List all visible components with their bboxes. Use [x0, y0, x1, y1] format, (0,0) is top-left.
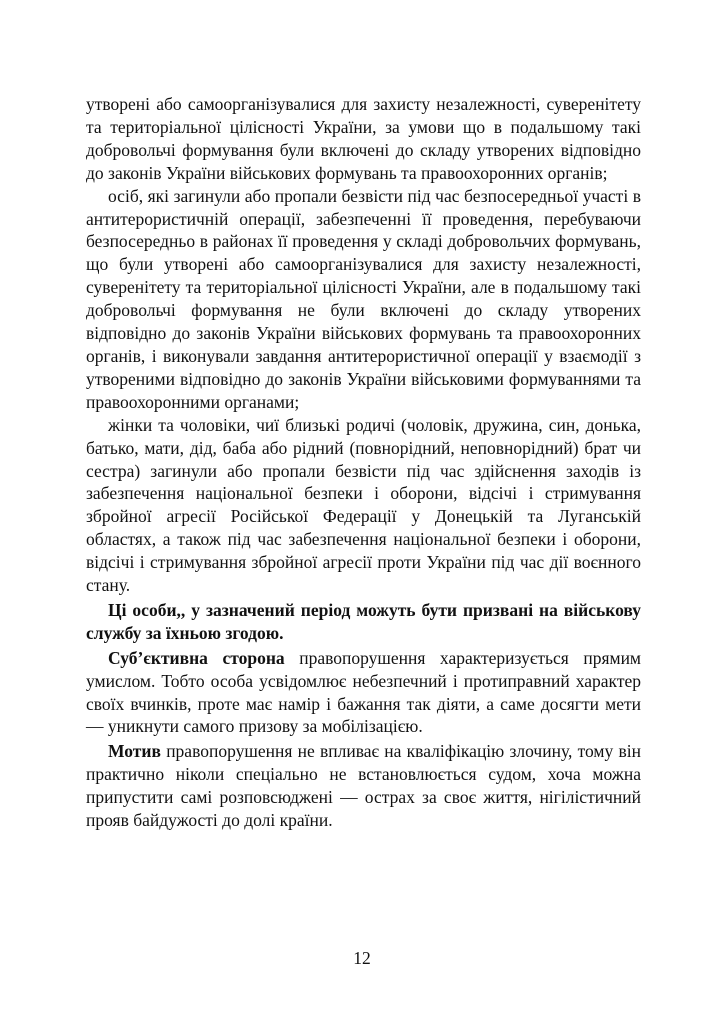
term-subjective-side: Суб’єктивна сторона [108, 647, 285, 668]
body-text [86, 93, 641, 832]
term-motive: Мотив [108, 741, 161, 762]
bold-statement: Ці особи,, у зазначений період можуть бути призвані на військову службу за їхньою згодою. [86, 599, 641, 643]
motive-text: правопорушення не впливає на кваліфікацію злочину, тому він практично ніколи спеціально не встановлюється судом, хоча можна припустити самі розповсюджені — острах за своє життя, нігілістичний прояв байдужості до долі країни. [86, 741, 641, 831]
paragraph-continuation: утворені або самоорганізувалися для захисту незалежності, суверенітету та територіальної цілісності України, за умови що в подальшому такі добровольчі формування були включені до складу утворених відповідно до законів України військових формувань та правоохоронних органів; [86, 94, 641, 183]
page-number: 12 [353, 948, 371, 968]
paragraph-missing-persons: осіб, які загинули або пропали безвісти під час безпосередньої участі в антитерористичній операції, забезпеченні її проведення, перебуваючи безпосередньо в районах її проведення у складі добровольчих формувань, що були утворені або самоорганізувалися для захисту незалежності, суверенітету та територіальної цілісності України, але в подальшому такі добровольчі формування не були включені до складу утворених відповідно до законів України військових формувань та правоохоронних органів, і виконували завдання антитерористичної операції у взаємодії з утвореними відповідно до законів України військовими формуваннями та правоохоронними органами; [86, 185, 641, 412]
paragraph-subjective-side [86, 647, 641, 739]
subjective-side-text: правопорушення характеризується прямим умислом. Тобто особа усвідомлює небезпечний і протиправний характер своїх вчинків, проте має намір і бажання так діяти, а саме досягти мети — уникнути самого призову за мобілізацією. [86, 647, 642, 737]
paragraph-conscription-consent [86, 599, 641, 645]
paragraph-motive [86, 740, 641, 832]
paragraph-relatives: жінки та чоловіки, чиї близькі родичі (чоловік, дружина, син, донька, батько, мати, дід, баба або рідний (повнорідний, неповнорідний) брат чи сестра) загинули або пропали безвісти під час здійснення заходів із забезпечення національної безпеки і оборони, відсічі і стримування збройної агресії Російської Федерації у Донецькій та Луганській областях, а також під час забезпечення національної безпеки і оборони, відсічі і стримування збройної агресії проти України під час дії воєнного стану. [86, 414, 641, 596]
